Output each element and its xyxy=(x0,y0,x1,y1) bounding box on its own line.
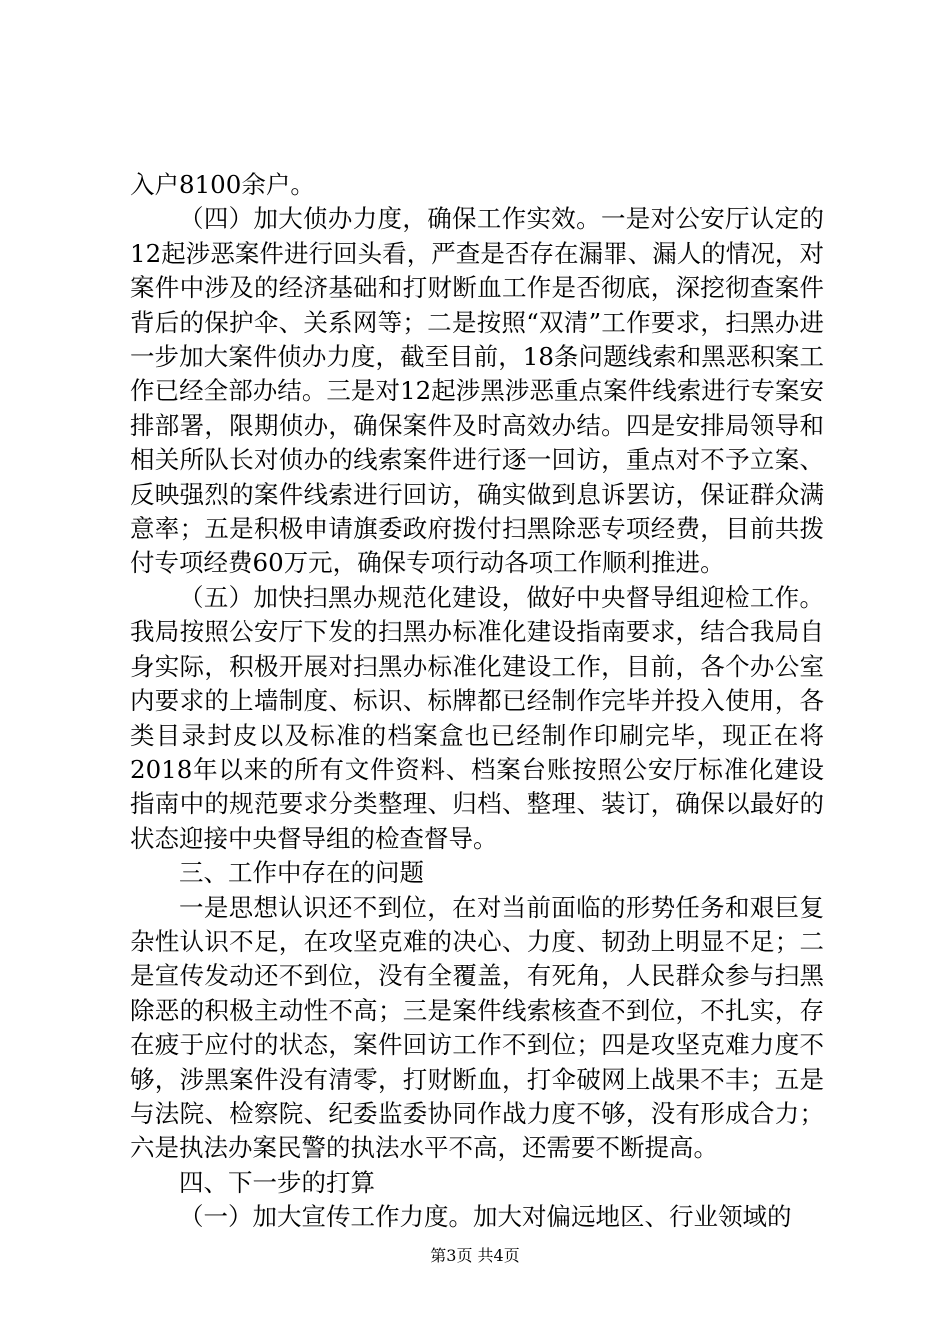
heading-next-steps: 四、下一步的打算 xyxy=(179,1167,375,1197)
document-body xyxy=(130,168,824,1235)
page-footer: 第3页 共4页 xyxy=(430,1246,520,1265)
paragraph-problems: 一是思想认识还不到位，在对当前面临的形势任务和艰巨复杂性认识不足，在攻坚克难的决心、力度、韧劲上明显不足；二是宣传发动还不到位，没有全覆盖，有死角，人民群众参与扫黑除恶的积极主动性不高；三是案件线索核查不到位，不扎实，存在疲于应付的状态，案件回访工作不到位；四是攻坚克难力度不够，涉黑案件没有清零，打财断血，打伞破网上战果不丰；五是与法院、检察院、纪委监委协同作战力度不够，没有形成合力；六是执法办案民警的执法水平不高，还需要不断提高。 xyxy=(130,892,824,1163)
heading-problems: 三、工作中存在的问题 xyxy=(179,858,424,888)
paragraph-section-5: （五）加快扫黑办规范化建设，做好中央督导组迎检工作。我局按照公安厅下发的扫黑办标准化建设指南要求，结合我局自身实际，积极开展对扫黑办标准化建设工作，目前，各个办公室内要求的上墙制度、标识、标牌都已经制作完毕并投入使用，各类目录封皮以及标准的档案盒也已经制作印刷完毕，现正在将2018年以来的所有文件资料、档案台账按照公安厅标准化建设指南中的规范要求分类整理、归档、整理、装订，确保以最好的状态迎接中央督导组的检查督导。 xyxy=(130,582,824,853)
paragraph-section-4: （四）加大侦办力度，确保工作实效。一是对公安厅认定的12起涉恶案件进行回头看，严查是否存在漏罪、漏人的情况，对案件中涉及的经济基础和打财断血工作是否彻底，深挖彻查案件背后的保护伞、关系网等；二是按照“双清”工作要求，扫黑办进一步加大案件侦办力度，截至目前，18条问题线索和黑恶积案工作已经全部办结。三是对12起涉黑涉恶重点案件线索进行专案安排部署，限期侦办，确保案件及时高效办结。四是安排局领导和相关所队长对侦办的线索案件进行逐一回访，重点对不予立案、反映强烈的案件线索进行回访，确实做到息诉罢访，保证群众满意率；五是积极申请旗委政府拨付扫黑除恶专项经费，目前共拨付专项经费60万元，确保专项行动各项工作顺利推进。 xyxy=(130,204,824,578)
paragraph-next-step-1: （一）加大宣传工作力度。加大对偏远地区、行业领域的 xyxy=(179,1202,792,1232)
paragraph-continuation: 入户8100余户。 xyxy=(130,170,315,199)
